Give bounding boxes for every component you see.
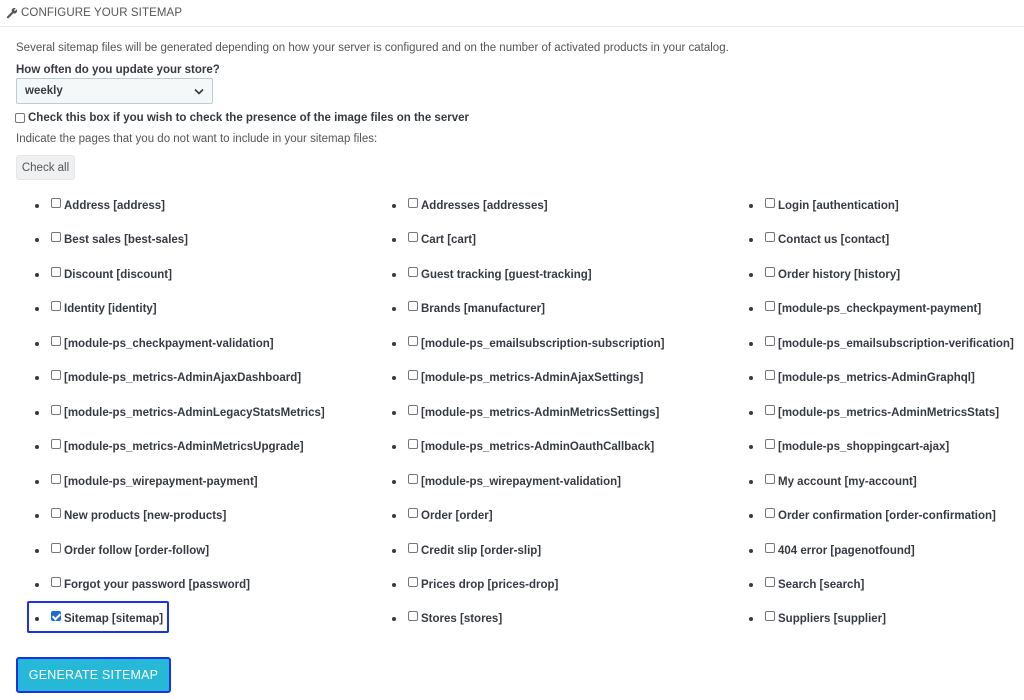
page-label: Discount [discount]	[64, 268, 172, 281]
bullet-dot	[35, 514, 39, 518]
page-label: Credit slip [order-slip]	[421, 544, 542, 557]
bullet-dot	[35, 445, 39, 449]
page-item	[392, 369, 643, 387]
page-item	[749, 438, 949, 456]
bullet-dot	[392, 480, 396, 484]
page-item	[749, 197, 899, 215]
bullet-dot	[35, 342, 39, 346]
page-item	[392, 404, 659, 422]
page-checkbox[interactable]	[765, 577, 775, 587]
bullet-dot	[35, 376, 39, 380]
page-label: Best sales [best-sales]	[64, 234, 189, 247]
page-item	[35, 438, 304, 456]
bullet-dot	[392, 376, 396, 380]
page-item	[35, 197, 165, 215]
page-item	[749, 542, 915, 560]
page-label: Suppliers [supplier]	[778, 613, 886, 626]
page-label: Guest tracking [guest-tracking]	[421, 268, 592, 281]
page-item	[35, 542, 209, 560]
panel-header	[0, 0, 1024, 27]
page-label: [module-ps_shoppingcart-ajax]	[778, 441, 950, 454]
page-item	[392, 231, 476, 249]
image-check-row	[15, 112, 469, 124]
page-item	[35, 300, 157, 318]
page-checkbox[interactable]	[408, 267, 418, 277]
bullet-dot	[749, 480, 753, 484]
page-label: Order [order]	[421, 510, 493, 523]
bullet-dot	[35, 411, 39, 415]
page-item	[35, 266, 172, 284]
page-checkbox[interactable]	[765, 267, 775, 277]
bullet-dot	[749, 342, 753, 346]
bullet-dot	[749, 549, 753, 553]
page-checkbox[interactable]	[51, 336, 61, 346]
page-item	[35, 473, 258, 491]
page-item	[392, 542, 541, 560]
page-label: [module-ps_metrics-AdminAjaxSettings]	[421, 372, 644, 385]
bullet-dot	[749, 204, 753, 208]
image-check-checkbox[interactable]	[15, 113, 25, 123]
page-checkbox[interactable]	[408, 474, 418, 484]
page-item	[392, 300, 545, 318]
bullet-dot	[749, 617, 753, 621]
page-item	[749, 335, 1014, 353]
page-label: Brands [manufacturer]	[421, 303, 545, 316]
page-label: 404 error [pagenotfound]	[778, 544, 915, 557]
bullet-dot	[749, 514, 753, 518]
page-checkbox[interactable]	[765, 232, 775, 242]
page-item	[392, 266, 592, 284]
page-checkbox[interactable]	[408, 577, 418, 587]
page-checkbox[interactable]	[51, 577, 61, 587]
page-label: Address [address]	[64, 200, 165, 212]
page-item	[35, 335, 274, 353]
page-label: New products [new-products]	[64, 510, 227, 523]
page-item	[392, 438, 654, 456]
page-label: Stores [stores]	[421, 613, 503, 626]
page-checkbox[interactable]	[765, 301, 775, 311]
page-checkbox[interactable]	[51, 301, 61, 311]
page-label: Prices drop [prices-drop]	[421, 578, 559, 591]
bullet-dot	[392, 549, 396, 553]
page-checkbox[interactable]	[51, 198, 61, 208]
page-item	[749, 576, 864, 594]
page-label: Identity [identity]	[64, 303, 157, 316]
page-item	[35, 369, 301, 387]
page-item	[749, 473, 917, 491]
bullet-dot	[392, 583, 396, 587]
bullet-dot	[392, 238, 396, 242]
bullet-dot	[35, 583, 39, 587]
check-all-button[interactable]: Check all	[16, 155, 75, 180]
page-checkbox[interactable]	[51, 474, 61, 484]
page-checkbox[interactable]	[51, 267, 61, 277]
bullet-dot	[35, 204, 39, 208]
page-checkbox[interactable]	[765, 198, 775, 208]
page-checkbox[interactable]	[408, 301, 418, 311]
bullet-dot	[35, 549, 39, 553]
page-item	[749, 507, 996, 525]
page-label: Sitemap [sitemap]	[64, 613, 164, 626]
page-item	[392, 610, 502, 628]
page-checkbox[interactable]	[408, 370, 418, 380]
page-label: [module-ps_emailsubscription-verification]	[778, 337, 1014, 350]
page-item	[35, 231, 188, 249]
image-check-label: Check this box if you wish to check the presence of the image files on the server	[28, 112, 469, 124]
page-item	[35, 576, 250, 594]
frequency-label: How often do you update your store?	[16, 64, 220, 76]
bullet-dot	[392, 342, 396, 346]
page-checkbox[interactable]	[765, 611, 775, 621]
bullet-dot	[392, 204, 396, 208]
wrench-icon	[6, 7, 18, 19]
page-label: [module-ps_metrics-AdminOauthCallback]	[421, 441, 655, 454]
page-label: [module-ps_wirepayment-validation]	[421, 475, 622, 488]
page-checkbox[interactable]	[408, 232, 418, 242]
page-checkbox[interactable]	[51, 439, 61, 449]
intro-text: Several sitemap files will be generated depending on how your server is configured and on the number of activated products in your catalog.	[16, 42, 729, 54]
page-item	[749, 231, 889, 249]
bullet-dot	[749, 376, 753, 380]
page-checkbox[interactable]	[408, 611, 418, 621]
bullet-dot	[35, 307, 39, 311]
page-checkbox[interactable]	[765, 439, 775, 449]
indicate-text: Indicate the pages that you do not want to include in your sitemap files:	[16, 133, 378, 145]
bullet-dot	[35, 480, 39, 484]
page-label: Cart [cart]	[421, 234, 476, 247]
page-label: [module-ps_checkpayment-payment]	[778, 303, 982, 316]
page-checkbox[interactable]	[51, 370, 61, 380]
bullet-dot	[749, 445, 753, 449]
page-label: [module-ps_wirepayment-payment]	[64, 475, 258, 488]
page-label: Order follow [order-follow]	[64, 544, 210, 557]
bullet-dot	[35, 273, 39, 277]
page-checkbox[interactable]	[765, 508, 775, 518]
page-checkbox[interactable]	[51, 508, 61, 518]
page-checkbox[interactable]	[408, 439, 418, 449]
bullet-dot	[392, 273, 396, 277]
bullet-dot	[392, 445, 396, 449]
page-item	[749, 610, 886, 628]
page-label: [module-ps_metrics-AdminAjaxDashboard]	[64, 372, 302, 385]
page-label: [module-ps_metrics-AdminMetricsSettings]	[421, 406, 660, 419]
bullet-dot	[749, 238, 753, 242]
page-checkbox[interactable]	[765, 474, 775, 484]
page-label: [module-ps_checkpayment-validation]	[64, 337, 274, 350]
page-label: My account [my-account]	[778, 475, 917, 488]
bullet-dot	[392, 307, 396, 311]
page-checkbox[interactable]	[51, 405, 61, 415]
page-checkbox[interactable]	[408, 508, 418, 518]
bullet-dot	[392, 514, 396, 518]
frequency-select[interactable]	[16, 78, 213, 104]
page-label: [module-ps_metrics-AdminMetricsStats]	[778, 406, 1000, 419]
page-item	[392, 507, 493, 525]
panel-title: CONFIGURE YOUR SITEMAP	[21, 7, 183, 19]
page-item	[392, 335, 664, 353]
page-item	[749, 300, 981, 318]
page-item	[392, 473, 621, 491]
page-checkbox[interactable]	[51, 232, 61, 242]
highlight-box	[27, 601, 169, 633]
page-item	[749, 404, 999, 422]
frequency-selected-value: weekly	[25, 85, 63, 97]
bullet-dot	[749, 273, 753, 277]
page-label: [module-ps_metrics-AdminGraphql]	[778, 372, 975, 385]
page-label: Addresses [addresses]	[421, 200, 548, 212]
page-label: Forgot your password [password]	[64, 578, 250, 591]
page-label: [module-ps_metrics-AdminMetricsUpgrade]	[64, 441, 304, 454]
generate-sitemap-button[interactable]: GENERATE SITEMAP	[16, 657, 171, 693]
page-checkbox[interactable]	[765, 543, 775, 553]
page-label: Contact us [contact]	[778, 234, 890, 247]
page-item	[392, 576, 558, 594]
page-checkbox[interactable]	[765, 336, 775, 346]
page-item	[749, 266, 900, 284]
bullet-dot	[749, 411, 753, 415]
bullet-dot	[749, 307, 753, 311]
page-label: Search [search]	[778, 578, 865, 591]
page-label: Order confirmation [order-confirmation]	[778, 510, 996, 523]
bullet-dot	[749, 583, 753, 587]
bullet-dot	[392, 411, 396, 415]
bullet-dot	[392, 617, 396, 621]
page-item	[35, 404, 325, 422]
page-checkbox[interactable]	[765, 405, 775, 415]
page-checkbox[interactable]	[765, 370, 775, 380]
bullet-dot	[35, 238, 39, 242]
page-label: [module-ps_metrics-AdminLegacyStatsMetrics]	[64, 406, 325, 419]
page-checkbox[interactable]	[51, 543, 61, 553]
page-checkbox[interactable]	[408, 405, 418, 415]
page-label: Login [authentication]	[778, 200, 899, 212]
page-checkbox[interactable]	[408, 198, 418, 208]
page-checkbox[interactable]	[408, 336, 418, 346]
page-item	[392, 197, 548, 215]
page-item	[35, 507, 226, 525]
chevron-down-icon	[194, 88, 204, 95]
page-checkbox[interactable]	[408, 543, 418, 553]
page-item	[749, 369, 975, 387]
page-label: [module-ps_emailsubscription-subscription]	[421, 337, 665, 350]
page-label: Order history [history]	[778, 268, 901, 281]
